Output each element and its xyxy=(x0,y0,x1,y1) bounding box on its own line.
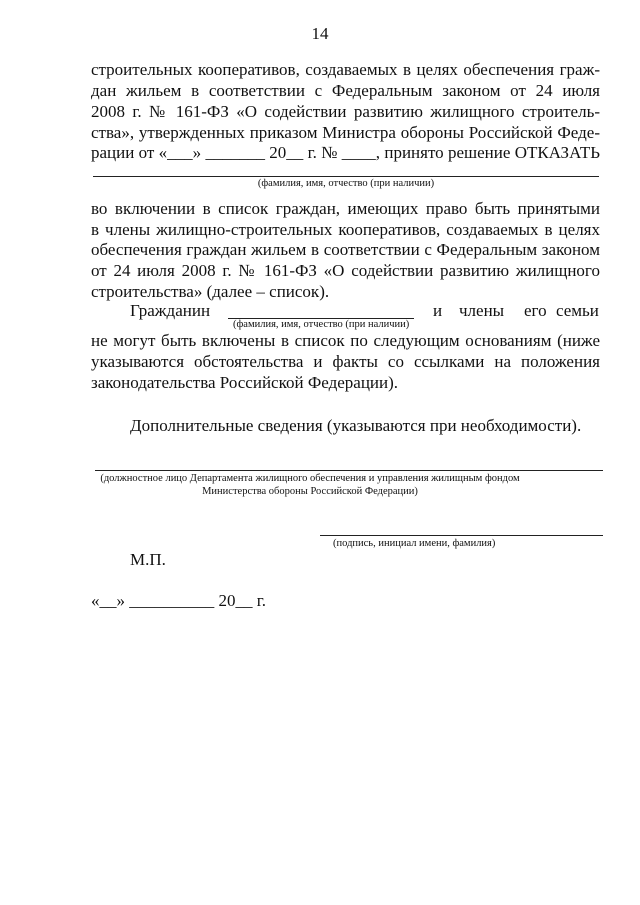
date-line xyxy=(91,591,266,611)
page-number: 14 xyxy=(311,24,329,43)
para1-line-5: рации от «___» _______ 20__ г. № ____, принято решение ОТКАЗАТЬ xyxy=(91,143,600,162)
para3-line-2: указываются обстоятельства и факты со ссылками на положения xyxy=(91,352,600,371)
para2-line-2: в члены жилищно-строительных кооперативов, создаваемых в целях xyxy=(91,220,600,239)
citizen-members: члены xyxy=(459,301,505,320)
additional-info: Дополнительные сведения (указываются при необходимости). xyxy=(130,416,582,435)
date-year: 20__ г. xyxy=(218,591,267,610)
official-caption-line-2: Министерства обороны Российской Федерации) xyxy=(202,486,418,497)
date-day-blank: __ xyxy=(99,591,117,610)
citizen-and: и xyxy=(433,301,443,320)
para1-line-2: дан жильем в соответствии с Федеральным законом от 24 июля xyxy=(91,81,600,100)
citizen-his: его xyxy=(524,301,547,320)
date-open-quote: « xyxy=(91,591,100,610)
signature-underline xyxy=(320,535,603,536)
official-underline xyxy=(95,470,603,471)
para3-line-1: не могут быть включены в список по следующим основаниям (ниже xyxy=(91,331,600,350)
official-caption-line-1: (должностное лицо Департамента жилищного обеспечения и управления жилищным фондом xyxy=(100,473,520,484)
para2-line-1: во включении в список граждан, имеющих право быть принятыми xyxy=(91,199,600,218)
para2-line-5: строительства» (далее – список). xyxy=(91,282,330,301)
para2-line-4: от 24 июля 2008 г. № 161-ФЗ «О содействии развитию жилищного xyxy=(91,261,600,280)
para2-line-3: обеспечения граждан жильем в соответствии с Федеральным законом xyxy=(91,240,600,259)
date-close-quote: » xyxy=(116,591,125,610)
para1-line-3: 2008 г. № 161-ФЗ «О содействии развитию жилищного строитель- xyxy=(91,102,600,121)
para1-line-1: строительных кооперативов, создаваемых в целях обеспечения граж- xyxy=(91,60,600,79)
signature-caption: (подпись, инициал имени, фамилия) xyxy=(333,538,496,549)
citizen-family: семьи xyxy=(556,301,599,320)
name-caption-1: (фамилия, имя, отчество (при наличии) xyxy=(257,178,435,189)
stamp-label: М.П. xyxy=(130,550,166,569)
citizen-word: Гражданин xyxy=(130,301,211,320)
name-underline-1 xyxy=(93,176,599,177)
para1-line-4: ства», утвержденных приказом Министра обороны Российской Феде- xyxy=(91,123,600,142)
citizen-name-caption: (фамилия, имя, отчество (при наличии) xyxy=(233,319,410,330)
date-month-blank: __________ xyxy=(129,591,215,610)
para3-line-3: законодательства Российской Федерации). xyxy=(91,373,399,392)
